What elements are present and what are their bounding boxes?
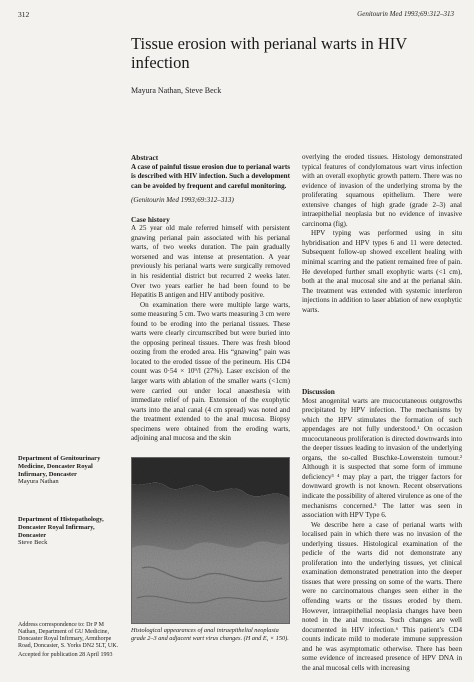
journal-header: Genitourin Med 1993;69:312–313 bbox=[357, 10, 454, 18]
affiliation-1-dept: Department of Genitourinary Medicine, Doncaster Royal Infirmary, Doncaster bbox=[18, 455, 101, 478]
authors: Mayura Nathan, Steve Beck bbox=[131, 86, 222, 95]
article-title: Tissue erosion with perianal warts in HIV infection bbox=[131, 34, 407, 72]
discussion-heading: Discussion bbox=[302, 387, 335, 396]
case-history-p2-continued: overlying the eroded tissues. Histology demonstrated typical features of condylomatous wart virus infection with an overall exophytic growth pattern. There was no evidence of invasion of the underlying stroma by the proliferating squamous epithelium. There were extensive changes of high grade (grade 2–3) anal intraepithelial neoplasia but no evidence of invasive carcinoma (fig). bbox=[302, 153, 462, 228]
abstract-heading: Abstract bbox=[131, 153, 159, 162]
figure-caption: Histological appearances of anal intraepithelial neoplasia grade 2–3 and adjacent wart virus changes. (H and E, × 150). bbox=[131, 627, 289, 642]
affiliation-1 bbox=[18, 455, 122, 486]
discussion-p1: Most anogenital warts are mucocutaneous outgrowths precipitated by HPV infection. The mechanisms by which the HPV stimulates the formation of such appendages are not fully understood.¹ On occasion mucocutaneous proliferation is directed downwards into the deeper tissues leading to invasion of the underlying organs, the so-called Buschke-Lowenstein tumour.² Although it is suspected that some form of immune deficiency³ ⁴ may play a part, the trigger factors for downward growth is not known. Recent observations indicate the possibility of altered virulence as one of the mechanisms concerned.⁵ The latter was seen in association with HPV Type 6. bbox=[302, 396, 462, 520]
accepted-date: Accepted for publication 28 April 1993 bbox=[18, 652, 113, 658]
case-history-heading: Case history bbox=[131, 214, 170, 224]
page-number: 312 bbox=[18, 10, 30, 19]
case-history-p3: HPV typing was performed using in situ hybridisation and HPV types 6 and 11 were detected. Subsequent follow-up showed excellent healing with minimal scarring and the patient remained free of pain. He developed further small exophytic warts (<1 cm), both at the anal mucosal site and at the perianal skin. The treatment was extended with systemic interferon injections in addition to laser ablation of new exophytic warts. bbox=[302, 229, 462, 314]
affiliation-2-dept: Department of Histopathology, Doncaster Royal Infirmary, Doncaster bbox=[18, 516, 104, 539]
correspondence-address: Address correspondence to: Dr P M Nathan, Department of GU Medicine, Doncaster Royal Infirmary, Armthorpe Road, Doncaster, S. Yorks DN2 5LT, UK. bbox=[18, 622, 119, 649]
case-history-p2: On examination there were multiple large warts, some measuring 5 cm. Two warts measuring 3 cm were found to be eroding into the perianal tissues. These warts were clearly circumscribed but were buried into the opposing perineal tissues. There was fresh blood oozing from the eroded area. His “gnawing” pain was located to the eroded tissue of the perineum. His CD4 count was 0·54 × 10⁹/l (27%). Laser excision of the larger warts with ablation of the smaller warts (<1cm) were carried out under local anaesthesia with immediate relief of pain. Extension of the exophytic warts into the anal canal (4 cm spread) was noted and the treatment extended to the anal mucosa. Biopsy specimens were obtained from the eroding warts, adjoining anal mucosa and the skin bbox=[131, 300, 290, 443]
discussion-p2: We describe here a case of perianal warts with localised pain in which there was no invasion of the underlying tissues. Histological examination of the pedicle of the warts did not demonstrate any proliferation into the underlying tissues, yet clinical examination demonstrated penetration into the deeper tissues that were pressing on some of the warts. There were no carcinomatous changes seen either in the offending warts or the tissues eroded by them. However, intraepithelial neoplasia changes have been noted in the anal mucosa. Such changes are well documented in HIV infection.⁶ This patient’s CD4 counts indicate mild to moderate immune suppression and he was asymptomatic otherwise. There has been some evidence of increased presence of HPV DNA in the anal mucosal cells with increasing bbox=[302, 520, 462, 672]
citation: (Genitourin Med 1993;69:312–313) bbox=[131, 196, 234, 205]
discussion-section bbox=[302, 387, 462, 673]
right-column-top bbox=[302, 153, 462, 315]
affiliation-2-author: Steve Beck bbox=[18, 539, 48, 547]
affiliation-1-author: Mayura Nathan bbox=[18, 478, 59, 486]
histology-figure bbox=[131, 457, 290, 624]
abstract-text: A case of painful tissue erosion due to perianal warts is described with HIV infection. Such a development can be avoided by frequent and careful monitoring. bbox=[131, 162, 290, 190]
histology-micrograph-image bbox=[132, 458, 289, 623]
affiliation-2 bbox=[18, 516, 122, 547]
case-history-p1: A 25 year old male referred himself with persistent gnawing perianal pain associated with his perianal warts, of two weeks duration. The pain gradually worsened and was intense at presentation. A year previously his perianal warts were surgically removed in his residential district but recurred 2 weeks later. Over two years earlier he had been found to be Hepatitis B antigen and HIV antibody positive. bbox=[131, 224, 290, 300]
left-column bbox=[131, 153, 290, 444]
